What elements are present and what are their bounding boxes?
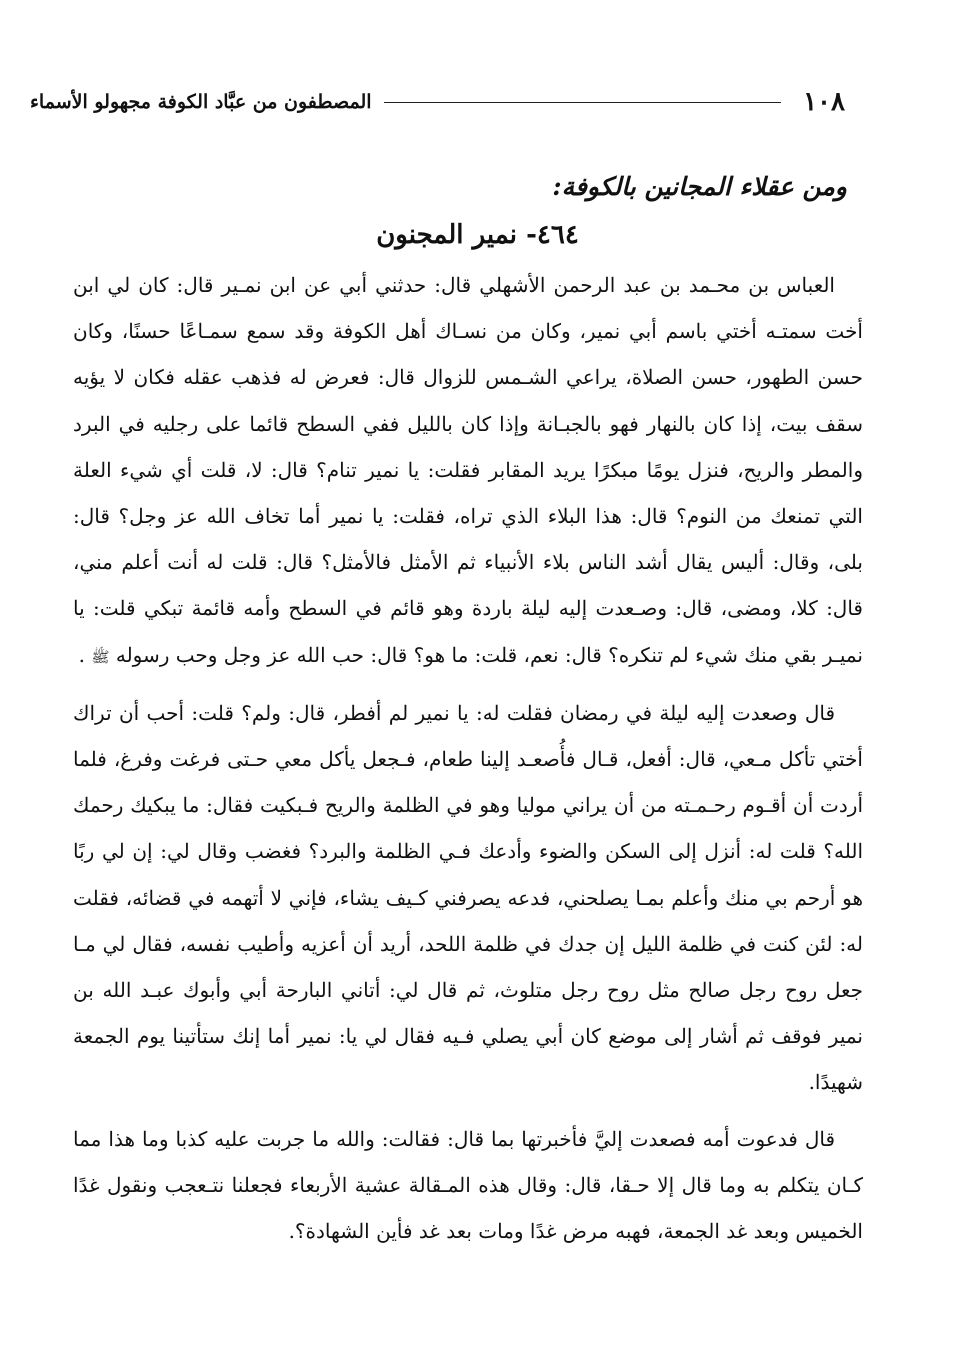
- page-number: ١٠٨: [803, 87, 845, 117]
- page-header: [30, 82, 845, 122]
- entry-title: ٤٦٤- نمير المجنون: [376, 220, 579, 250]
- paragraph-2: قال وصعدت إليه ليلة في رمضان فقلت له: يا نمير لم أفطر، قال: ولم؟ قلت: أحب أن تراك أختي تأكل مـعي، قال: أفعل، قـال فأُصعـد إلينا طعام، فـجعل يأكل معي حـتى فرغت وفرغ، فلما أردت أن أقـوم رحـمـته من أن يراني موليا وهو في الظلمة والريح فـبكيت فقال: ما يبكيك رحمك الله؟ قلت له: أنزل إلى السكن والضوء وأدعك فـي الظلمة والبرد؟ فغضب وقال لي: إن لي ربًا هو أرحم بي منك وأعلم بمـا يصلحني، فدعه يصرفني كـيف يشاء، فإني لا أتهمه في قضائه، فقلت له: لئن كنت في ظلمة الليل إن جدك في ظلمة اللحد، أريد أن أعزيه وأطيب نفسه، فقال لي مـا جعل روح رجل صالح مثل روح رجل متلوث، ثم قال لي: أتاني البارحة أبي وأبوك عبـد الله بن نمير فوقف ثم أشار إلى موضع كان أبي يصلي فـيه فقال لي يا: نمير أما إنك ستأتينا يوم الجمعة شهيدًا.: [73, 700, 863, 1095]
- paragraph-1-text: العباس بن محـمد بن عبد الرحمن الأشهلي قال: حدثني أبي عن ابن نمـير قال: كان لي ابن أخت سمتـه أختي باسم أبي نمير، وكان من نسـاك أهل الكوفة وقد سمع سمـاعًا حسنًا، وكان حسن الطهور، حسن الصلاة، يراعي الشـمس للزوال قال: فعرض له فذهب عقله فكان لا يؤيه سقف بيت، إذا كان بالنهار فهو بالجبـانة وإذا كان بالليل ففي السطح قائما على رجليه في البرد والمطر والريح، فنزل يومًا مبكرًا يريد المقابر فقلت: يا نمير تنام؟ قال: لا، قلت أي شيء العلة التي تمنعك من النوم؟ قال: هذا البلاء الذي تراه، فقلت: يا نمير أما تخاف الله عز وجل؟ قال: بلى، وقال: أليس يقال أشد الناس بلاء الأنبياء ثم الأمثل فالأمثل؟ قال: قلت له أنت أعلم مني، قال: كلا، ومضى، قال: وصـعدت إليه ليلة باردة وهو قائم في السطح وأمه قائمة تبكي قلت: يا نميـر بقي منك شيء لم تنكره؟ قال: نعم، قلت: ما هو؟ قال: حب الله عز وجل وحب رسوله: [73, 273, 863, 667]
- header-rule: [384, 102, 782, 103]
- salla-icon: ﷺ: [91, 647, 110, 666]
- section-heading: ومن عقلاء المجانين بالكوفة:: [552, 172, 847, 201]
- paragraph-3: قال فدعوت أمه فصعدت إليَّ فأخبرتها بما قال: فقالت: والله ما جربت عليه كذبا وما هذا مما كـان يتكلم به وما قال إلا حـقا، قال: وقال هذه المـقالة عشية الأربعاء فجعلنا نتـعجب ونقول غدًا الخميس وبعد غد الجمعة، فهبه مرض غدًا ومات بعد غد فأين الشهادة؟.: [73, 1126, 863, 1244]
- running-title: المصطفون من عبَّاد الكوفة مجهولو الأسماء: [30, 91, 372, 113]
- paragraph-1-tail: .: [78, 642, 92, 667]
- paragraph-1: [73, 262, 863, 680]
- body-text: [73, 262, 863, 1254]
